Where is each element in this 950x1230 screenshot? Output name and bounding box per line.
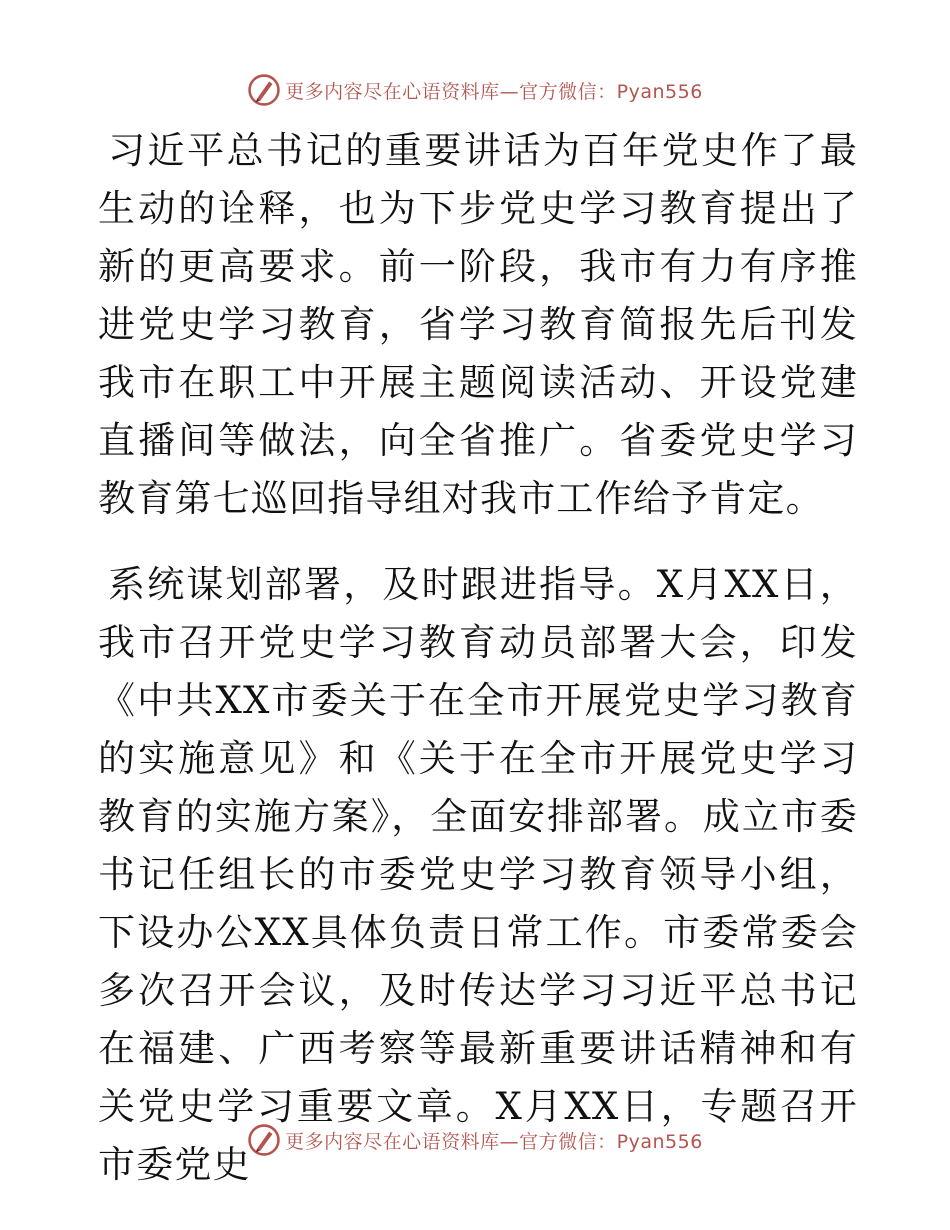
quill-pen-logo-icon: [247, 1123, 281, 1157]
paragraph-1: 习近平总书记的重要讲话为百年党史作了最生动的诠释，也为下步党史学习教育提出了新的更高要求。前一阶段，我市有力有序推进党史学习教育，省学习教育简报先后刊发我市在职工中开展主题阅读活动、开设党建直播间等做法，向全省推广。省委党史学习教育第七巡回指导组对我市工作给予肯定。: [98, 129, 858, 520]
footer-watermark: [0, 1120, 950, 1160]
watermark-contact: 官方微信：Pyan556: [519, 80, 703, 103]
document-body: [98, 122, 858, 1194]
paragraph-2: 系统谋划部署，及时跟进指导。X月XX日，我市召开党史学习教育动员部署大会，印发《中共XX市委关于在全市开展党史学习教育的实施意见》和《关于在全市开展党史学习教育的实施方案》，全面安排部署。成立市委书记任组长的市委党史学习教育领导小组，下设办公XX具体负责日常工作。市委常委会多次召开会议，及时传达学习习近平总书记在福建、广西考察等最新重要讲话精神和有关党史学习重要文章。X月XX日，专题召开市委党史: [98, 563, 858, 1186]
watermark-contact: 官方微信：Pyan556: [519, 1130, 703, 1153]
header-watermark: [0, 70, 950, 110]
watermark-text: 更多内容尽在心语资料库—: [285, 80, 520, 103]
quill-pen-logo-icon: [247, 73, 281, 107]
watermark-text: 更多内容尽在心语资料库—: [285, 1130, 520, 1153]
